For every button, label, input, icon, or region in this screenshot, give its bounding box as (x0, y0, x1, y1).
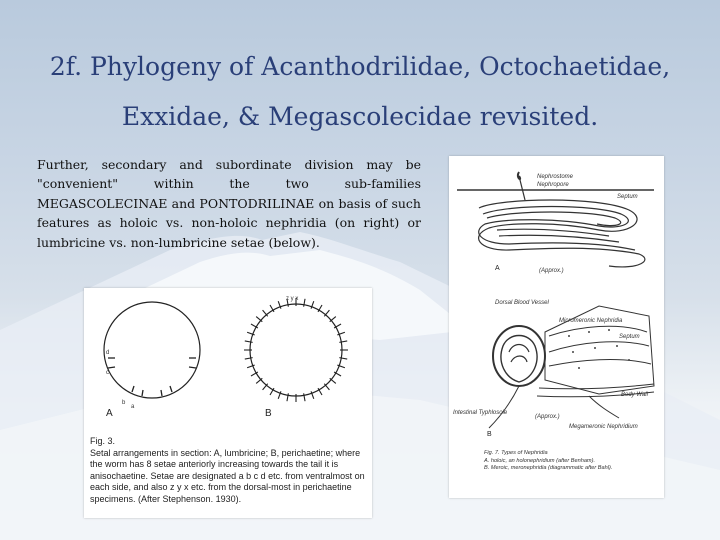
nephridia-diagram (449, 156, 664, 498)
perichaetine-seta (339, 341, 347, 342)
label-a-nephridia: A (495, 265, 500, 272)
figure-nephridia-types (449, 156, 664, 498)
figure3-caption-title: Fig. 3. (90, 436, 116, 446)
meronephridia-drawing (489, 306, 654, 428)
lumbricine-setae (108, 358, 196, 396)
figure3-caption (90, 436, 368, 506)
label-septum-top: Septum (617, 194, 638, 200)
setae-letter-d: d (106, 350, 110, 356)
figure-setal-arrangements (84, 288, 372, 518)
body-paragraph: Further, secondary and subordinate division may be "convenient" within the two sub-families MEGASCOLECINAE and PONTODRILINAE on basis of such features as holoic vs. non-holoic nephridia (on right) or lumbricine vs. non-lumbricine setae (below). (37, 157, 421, 250)
label-approx-b: (Approx.) (535, 414, 560, 420)
label-megameronic-nephridium: Megameronic Nephridium (569, 424, 638, 430)
setae-letter-c: c (106, 370, 109, 376)
figure7-caption (484, 450, 659, 473)
figure3-caption-body: Setal arrangements in section: A, lumbricine; B, perichaetine; where the worm has 8 setae anteriorly increasing towards the tail it is anisochaetine. Setae are designated a b c d etc. from ventralmost on each side, and also z y x etc. from the dorsal-most in perichaetine specimens. (After Stephenson. 1930). (90, 447, 365, 504)
perichaetine-seta (304, 299, 305, 307)
perichaetine-section-circle (250, 304, 342, 396)
label-b: B (265, 408, 272, 419)
perichaetine-seta (245, 358, 253, 359)
perichaetine-seta (339, 358, 347, 359)
figure7-caption-line2: A. holoic, an holonephridium (after Benham). (484, 457, 596, 464)
label-nephrostome: Nephrostome (537, 174, 574, 180)
slide-title-line1: 2f. Phylogeny of Acanthodrilidae, Octochaetidae, (49, 52, 671, 81)
label-approx-a: (Approx.) (539, 268, 564, 274)
label-b-nephridia: B (487, 431, 492, 438)
figure7-caption-line1: Fig. 7. Types of Nephridia (484, 450, 548, 456)
perichaetine-letters: z y x (286, 296, 299, 302)
figure7-caption-line3: B. Meroic, meronephridia (diagrammatic after Bahl). (484, 465, 613, 471)
perichaetine-seta (304, 393, 305, 401)
setae-letter-a: a (131, 404, 135, 410)
label-septum-mid: Septum (619, 334, 640, 340)
label-nephropore: Nephropore (537, 182, 569, 188)
setae-diagram (84, 288, 372, 438)
perichaetine-seta (245, 341, 253, 342)
setae-letter-b: b (122, 400, 126, 406)
label-intestinal-typhlosole: Intestinal Typhlosole (453, 410, 508, 416)
perichaetine-setae (244, 298, 348, 402)
label-micromeronic-nephridia: Micromeronic Nephridia (559, 318, 623, 324)
label-dorsal-blood-vessel: Dorsal Blood Vessel (495, 300, 549, 306)
label-body-wall: Body Wall (621, 392, 648, 398)
slide-title-line2: Exxidae, & Megascolecidae revisited. (121, 102, 599, 131)
label-a: A (106, 408, 113, 419)
lumbricine-section-circle (104, 302, 200, 398)
perichaetine-seta (287, 393, 288, 401)
